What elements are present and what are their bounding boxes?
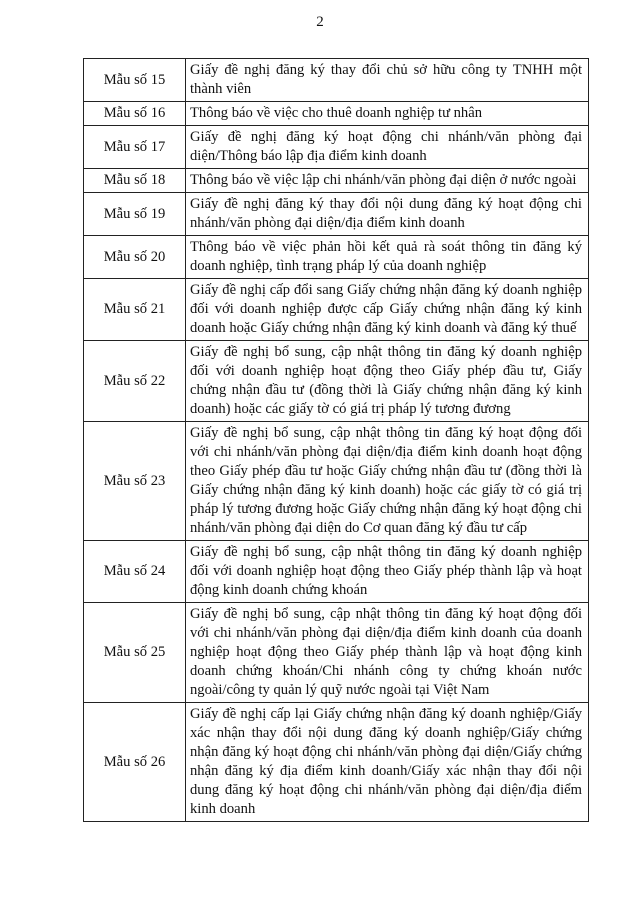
form-code: Mẫu số 16 [84, 102, 186, 126]
form-description: Giấy đề nghị cấp lại Giấy chứng nhận đăng ký doanh nghiệp/Giấy xác nhận thay đổi nội dung đăng ký doanh nghiệp/Giấy chứng nhận đăng ký hoạt động chi nhánh/văn phòng đại diện/Giấy chứng nhận đăng ký địa điểm kinh doanh/Giấy xác nhận thay đổi nội dung đăng ký hoạt động chi nhánh/văn phòng đại diện/địa điểm kinh doanh [186, 703, 589, 822]
form-code: Mẫu số 18 [84, 169, 186, 193]
form-description: Giấy đề nghị bổ sung, cập nhật thông tin đăng ký doanh nghiệp đối với doanh nghiệp hoạt động theo Giấy phép thành lập và hoạt động kinh doanh chứng khoán [186, 541, 589, 603]
form-code: Mẫu số 22 [84, 341, 186, 422]
table-row [84, 279, 589, 341]
form-code: Mẫu số 19 [84, 193, 186, 236]
form-code: Mẫu số 24 [84, 541, 186, 603]
form-description: Thông báo về việc phản hồi kết quả rà soát thông tin đăng ký doanh nghiệp, tình trạng pháp lý của doanh nghiệp [186, 236, 589, 279]
table-row [84, 236, 589, 279]
table-row [84, 102, 589, 126]
form-code: Mẫu số 15 [84, 59, 186, 102]
form-description: Thông báo về việc lập chi nhánh/văn phòng đại diện ở nước ngoài [186, 169, 589, 193]
form-code: Mẫu số 17 [84, 126, 186, 169]
form-description: Giấy đề nghị bổ sung, cập nhật thông tin đăng ký doanh nghiệp đối với doanh nghiệp hoạt động theo Giấy phép đầu tư, Giấy chứng nhận đầu tư (đồng thời là Giấy chứng nhận đăng ký kinh doanh) hoặc các giấy tờ có giá trị pháp lý tương đương [186, 341, 589, 422]
table-row [84, 126, 589, 169]
table-row [84, 541, 589, 603]
forms-table [83, 58, 589, 822]
page-number: 2 [316, 14, 324, 30]
table-row [84, 703, 589, 822]
form-description: Giấy đề nghị bổ sung, cập nhật thông tin đăng ký hoạt động đối với chi nhánh/văn phòng đại diện/địa điểm kinh doanh hoạt động theo Giấy phép đầu tư hoặc Giấy chứng nhận đầu tư (đồng thời là Giấy chứng nhận đăng ký kinh doanh) hoặc các giấy tờ có giá trị pháp lý tương đương hoặc Giấy chứng nhận đăng ký hoạt động chi nhánh/văn phòng đại diện do Cơ quan đăng ký đầu tư cấp [186, 422, 589, 541]
form-description: Giấy đề nghị đăng ký thay đổi nội dung đăng ký hoạt động chi nhánh/văn phòng đại diện/địa điểm kinh doanh [186, 193, 589, 236]
table-row [84, 193, 589, 236]
table-row [84, 169, 589, 193]
form-code: Mẫu số 23 [84, 422, 186, 541]
form-description: Giấy đề nghị đăng ký thay đổi chủ sở hữu công ty TNHH một thành viên [186, 59, 589, 102]
table-row [84, 59, 589, 102]
form-code: Mẫu số 20 [84, 236, 186, 279]
form-code: Mẫu số 26 [84, 703, 186, 822]
table-row [84, 603, 589, 703]
form-description: Giấy đề nghị đăng ký hoạt động chi nhánh/văn phòng đại diện/Thông báo lập địa điểm kinh doanh [186, 126, 589, 169]
table-row [84, 341, 589, 422]
form-code: Mẫu số 21 [84, 279, 186, 341]
form-description: Giấy đề nghị cấp đổi sang Giấy chứng nhận đăng ký doanh nghiệp đối với doanh nghiệp được cấp Giấy chứng nhận đăng ký kinh doanh hoặc Giấy chứng nhận đăng ký kinh doanh và đăng ký thuế [186, 279, 589, 341]
form-description: Thông báo về việc cho thuê doanh nghiệp tư nhân [186, 102, 589, 126]
form-description: Giấy đề nghị bổ sung, cập nhật thông tin đăng ký hoạt động đối với chi nhánh/văn phòng đại diện/địa điểm kinh doanh của doanh nghiệp hoạt động theo Giấy phép thành lập và hoạt động kinh doanh chứng khoán/Chi nhánh công ty chứng khoán nước ngoài/công ty quản lý quỹ nước ngoài tại Việt Nam [186, 603, 589, 703]
table-row [84, 422, 589, 541]
form-code: Mẫu số 25 [84, 603, 186, 703]
